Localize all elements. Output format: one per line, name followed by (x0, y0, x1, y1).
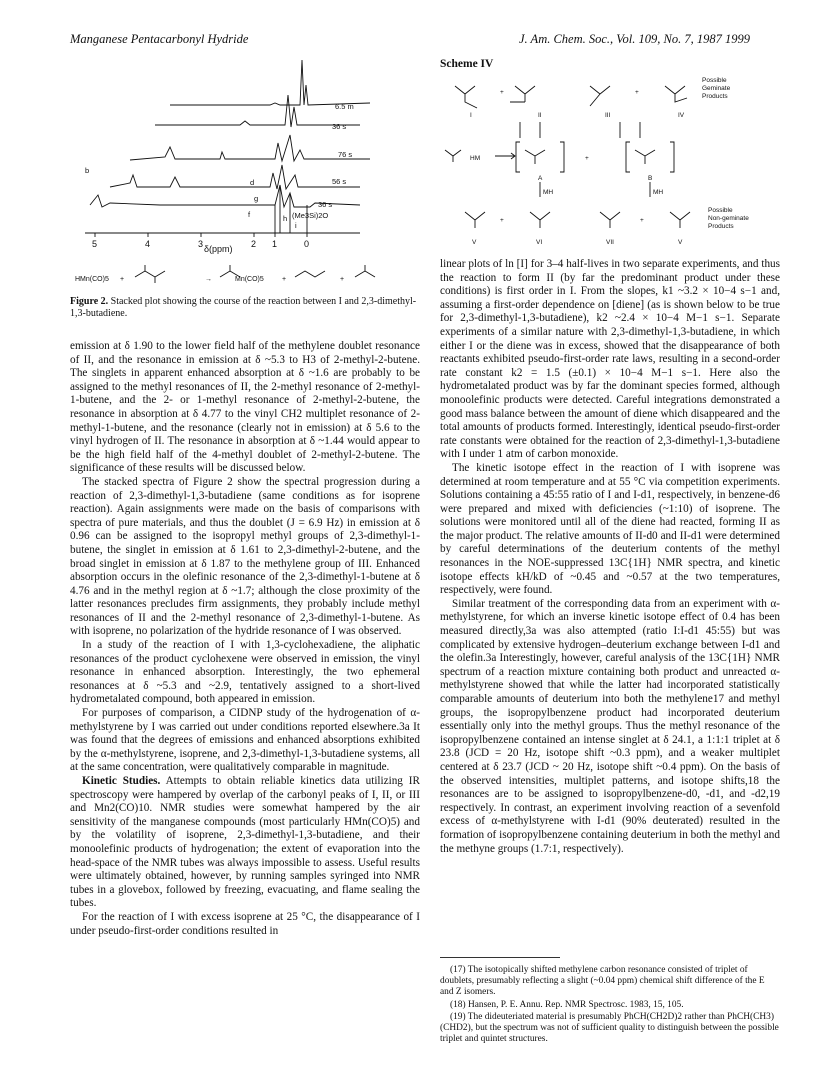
radical-structure (590, 86, 610, 106)
paragraph: The stacked spectra of Figure 2 show the spectral progression during a reaction of 2,3-dimethyl-1,3-butadiene (same conditions as for isoprene reaction). Again assignments were made on the basis of comparisons with spectra of pure materials, and thus the doublet (J = 6.9 Hz) in emission at δ 0.96 can be assigned to the isopropyl methyl groups of 2,3-dimethyl-1-butene, the singlet in emission at δ 1.61 to 2,3-dimethyl-2-butene, and the broad singlet in emission at δ 1.87 to the methylene group of III. Enhanced absorption occurs in the olefinic resonance of the 2,3-dimethyl-1-butene at δ 4.76 and in the methyl region at δ ~1.7; although the close proximity of the latter resonances precludes firm assignments, they probably include methyl resonances of II and the 2-methyl resonance of 2,3-dimethyl-1-butene. As with isoprene, no polarization of the hydride resonance of I was observed. (70, 475, 420, 638)
scheme-label: B (648, 175, 653, 182)
product-structure (465, 212, 485, 228)
paragraph: For the reaction of I with excess isoprene at 25 °C, the disappearance of I under pseudo-first-order conditions resulted in (70, 910, 420, 937)
trace-label: 36 s (332, 122, 347, 131)
roman-label: I (470, 112, 472, 119)
footnote: (18) Hansen, P. E. Annu. Rep. NMR Spectrosc. 1983, 15, 105. (450, 999, 684, 1010)
note-line: Products (702, 93, 728, 100)
svg-text:+: + (500, 89, 504, 96)
olefin-structure (295, 271, 325, 277)
reference-label: (Me3Si)2O (292, 211, 329, 220)
running-header-title: Manganese Pentacarbonyl Hydride (70, 32, 249, 46)
axis-tick: 4 (145, 239, 151, 249)
roman-label: IV (678, 112, 685, 119)
paragraph: emission at δ 1.90 to the lower field half of the methylene doublet resonance of II, and the resonance in emission at δ ~5.3 to H3 of 2-methyl-2-butene. The singlets in apparent enhanced absorption at δ ~1.6 are probably to be assigned to the methyl resonances of II, the 2-methyl resonance of 2-methyl-1-butene, and the 2- or 1-methyl resonance of 2-methyl-2-butene, the resonance in absorption at δ 4.77 to the vinyl CH2 multiplet resonance of 2-methyl-1-butene, and the resonance (clearly not in emission) at δ 5.6 to the vinyl hydrogen of II. The resonance in absorption at δ ~1.44 would appear to be the high field half of the 4-methyl doublet of 2-methyl-2-butene. The significance of these results will be discussed below. (70, 340, 420, 475)
paragraph (70, 775, 420, 911)
svg-text:→: → (205, 276, 212, 283)
svg-text:+: + (500, 217, 504, 224)
paragraph: In a study of the reaction of I with 1,3-cyclohexadiene, the aliphatic resonances of the product cyclohexene were observed in emission, the vinyl resonance in enhanced absorption. Interestingly, the two ephemeral resonances at δ ~5.3 and ~2.9, tentatively assigned to a short-lived hydrometalated compound, both appeared in emission. (70, 639, 420, 706)
product-structure (220, 265, 240, 277)
paragraph: For purposes of comparison, a CIDNP study of the hydrogenation of α-methylstyrene by I was carried out under conditions reported elsewhere.3a It was found that the degrees of emissions and enhanced absorptions exhibited by the α-methylstyrene, isoprene, and 2,3-dimethyl-1,3-butadiene systems, all at the same concentration, were qualitatively comparable in magnitude. (70, 707, 420, 774)
scheme-label: MH (543, 189, 554, 196)
svg-text:+: + (282, 276, 287, 283)
axis-tick: 3 (198, 239, 204, 249)
reagent-label: HMn(CO)5 (75, 276, 109, 283)
roman-label: VI (536, 239, 543, 246)
peak-letter: i (295, 221, 297, 230)
note-line: Possible (708, 207, 733, 214)
diene-structure (445, 150, 461, 162)
scheme-iv-diagram (440, 72, 780, 252)
diene-structure (135, 265, 165, 283)
scheme-label: MH (653, 189, 664, 196)
note-line: Possible (702, 77, 727, 84)
svg-text:+: + (640, 217, 644, 224)
axis-tick: 1 (272, 239, 278, 249)
spectrum-trace (130, 135, 370, 161)
trace-label: 6.5 m (335, 102, 354, 111)
roman-label: VII (606, 239, 614, 246)
trace-label: 56 s (332, 177, 347, 186)
left-column-text (70, 340, 420, 938)
note-line: Non-geminate (708, 215, 749, 222)
peak-letter: b (85, 166, 90, 175)
olefin-structure (355, 265, 375, 277)
product-structure (600, 212, 620, 228)
figure-2-stacked-spectra (70, 55, 420, 290)
radical-pair-structure (525, 150, 545, 164)
peak-letter: f (248, 210, 251, 219)
roman-label: V (472, 239, 477, 246)
running-header-journal: J. Am. Chem. Soc., Vol. 109, No. 7, 1987 1999 (518, 32, 750, 46)
roman-label: III (605, 112, 611, 119)
footnotes (440, 965, 780, 1046)
note-line: Geminate (702, 85, 731, 92)
footnote: (17) The isotopically shifted methylene carbon resonance consisted of triplet of doublets, presumably reflecting a slight (~0.04 ppm) chemical shift difference of the E and Z isomers. (440, 965, 765, 998)
footnote: (19) The dideuteriated material is presumably PhCH(CH2D)2 rather than PhCH(CH3)(CHD2), but the spectrum was not of sufficient quality to distinguish between the possible triplet and quintet structures. (440, 1011, 779, 1045)
spectrum-trace (170, 60, 370, 105)
scheme-label: HM (470, 155, 481, 162)
footnote-rule (440, 957, 560, 958)
radical-structure (665, 86, 687, 102)
roman-label: II (538, 112, 542, 119)
caption-label: Figure 2. (70, 296, 109, 307)
product-mn-label: Mn(CO)5 (235, 276, 264, 283)
paragraph-text: Attempts to obtain reliable kinetics data utilizing IR spectroscopy were hampered by overlap of the carbonyl peaks of I, II, or III and Mn2(CO)10. NMR studies were somewhat hampered by the air sensitivity of the manganese compounds (most particularly HMn(CO)5) and by the volatility of isoprene, 2,3-dimethyl-1,3-butadiene, and their monoolefinic products of hydrogenation; the extent of evaporation into the head-space of the NMR tubes was always impossible to assess. Useful results were ultimately obtained, however, by running samples syringed into NMR tubes in a glovebox, followed by freezing, evacuating, and flame sealing the tubes. (70, 775, 420, 910)
axis-tick: 5 (92, 239, 98, 249)
spectrum-trace (110, 165, 360, 189)
radical-structure (455, 86, 477, 108)
svg-text:+: + (635, 89, 639, 96)
axis-tick: 2 (251, 239, 257, 249)
note-line: Products (708, 223, 734, 230)
figure-2-caption (70, 296, 420, 320)
scheme-label: A (538, 175, 543, 182)
section-heading: Kinetic Studies. (82, 775, 161, 787)
peak-letter: d (250, 178, 255, 187)
paragraph: The kinetic isotope effect in the reaction of I with isoprene was determined at room temperature and at 55 °C via competition experiments. Solutions containing a 45:55 ratio of I and I-d1, respectively, in benzene-d6 were prepared and mixed with deficiencies (~1:10) of isoprene. The solutions were monitored until all of the diene had reacted, forming II as the major product. The relative amounts of II-d0 and II-d1 were determined by careful determinations of the deuterium contents of the methyl resonances in the NOE-suppressed 13C{1H} NMR spectra, and kinetic isotope effects kH/kD of ~0.45 and ~0.57 at the two temperatures, respectively, were found. (440, 461, 780, 597)
product-structure (530, 212, 550, 228)
trace-label: 76 s (338, 150, 353, 159)
scheme-title: Scheme IV (440, 58, 494, 70)
spectrum-trace (155, 95, 360, 127)
caption-text: Stacked plot showing the course of the reaction between I and 2,3-dimethyl-1,3-butadiene. (70, 296, 417, 319)
trace-label: 36 s (318, 200, 333, 209)
roman-label: V (678, 239, 683, 246)
radical-pair-structure (635, 150, 655, 164)
paragraph: Similar treatment of the corresponding data from an experiment with α-methylstyrene, for which an inverse kinetic isotope effect of 0.4 has been measured directly,3a was also attempted (ratio I:I-d1 45:55) but was complicated by extensive hydrogen–deuterium exchange between I-d1 and the olefin.3a Interestingly, however, careful analysis of the 13C{1H} NMR spectrum of a reaction mixture containing both product and unreacted α-methylstyrene showed that while the latter had incorporated statistically comparable amounts of deuterium into both the methylene17 and methyl groups, the isopropylbenzene product had incorporated deuterium essentially only into the methyl groups. Thus the methyl resonance of the isopropylbenzene contained an intense singlet at δ 24.1, a 1:1:1 triplet at δ 23.8 (JCD = 20 Hz, isotope shift ~0.3 ppm), and a weaker multiplet centered at δ 23.7 (JCD ~ 20 Hz, isotope shift ~0.4 ppm). On the basis of the observed intensities, multiplet patterns, and isotope shifts,18 the resonances are to be assigned to isopropylbenzene-d0, -d1, and -d2,19 respectively. In contrast, an experiment involving reaction of a sevenfold excess of α-methylstyrene with I-d1 (90% deuterated) resulted in the formation of isopropylbenzene containing deuterium in both the methyl and the methyne groups (1.7:1, respectively). (440, 597, 780, 855)
axis-tick: 0 (304, 239, 310, 249)
peak-letter: g (254, 194, 259, 203)
svg-text:+: + (340, 276, 345, 283)
axis-unit: δ(ppm) (204, 244, 233, 254)
peak-letter: h (283, 214, 288, 223)
product-structure (670, 212, 690, 228)
svg-text:+: + (120, 276, 125, 283)
paragraph: linear plots of ln [I] for 3–4 half-lives in two separate experiments, and thus the reaction to form II (by far the predominant product under these conditions) is first order in I. From the slopes, k1 ~3.2 × 10−4 s−1 and, assuming a first-order dependence on [diene] (as is shown below to be true for 2,3-dimethyl-1,3-butadiene), k2 ~2.4 × 10−4 M−1 s−1. Separate experiments of a similar nature with 2,3-dimethyl-1,3-butadiene, in which either I or the diene was in excess, showed that the disappearance of both reactants exhibited pseudo-first-order rate laws, resulting in a second-order rate constant k2 = 1.5 (±0.1) × 10−4 M−1 s−1. Here also the hydrometalated product was by far the dominant species formed, although monoolefinic products were detected. Careful integrations demonstrated a good mass balance between the amount of diene which disappeared and the total amounts of products formed. Interestingly, identical pseudo-first-order rate constants were obtained for the reaction of 2,3-dimethyl-1,3-butadiene with I under 1 atm of carbon monoxide. (440, 258, 780, 461)
radical-structure (510, 86, 535, 102)
svg-text:+: + (585, 155, 589, 162)
right-column-text (440, 258, 780, 856)
